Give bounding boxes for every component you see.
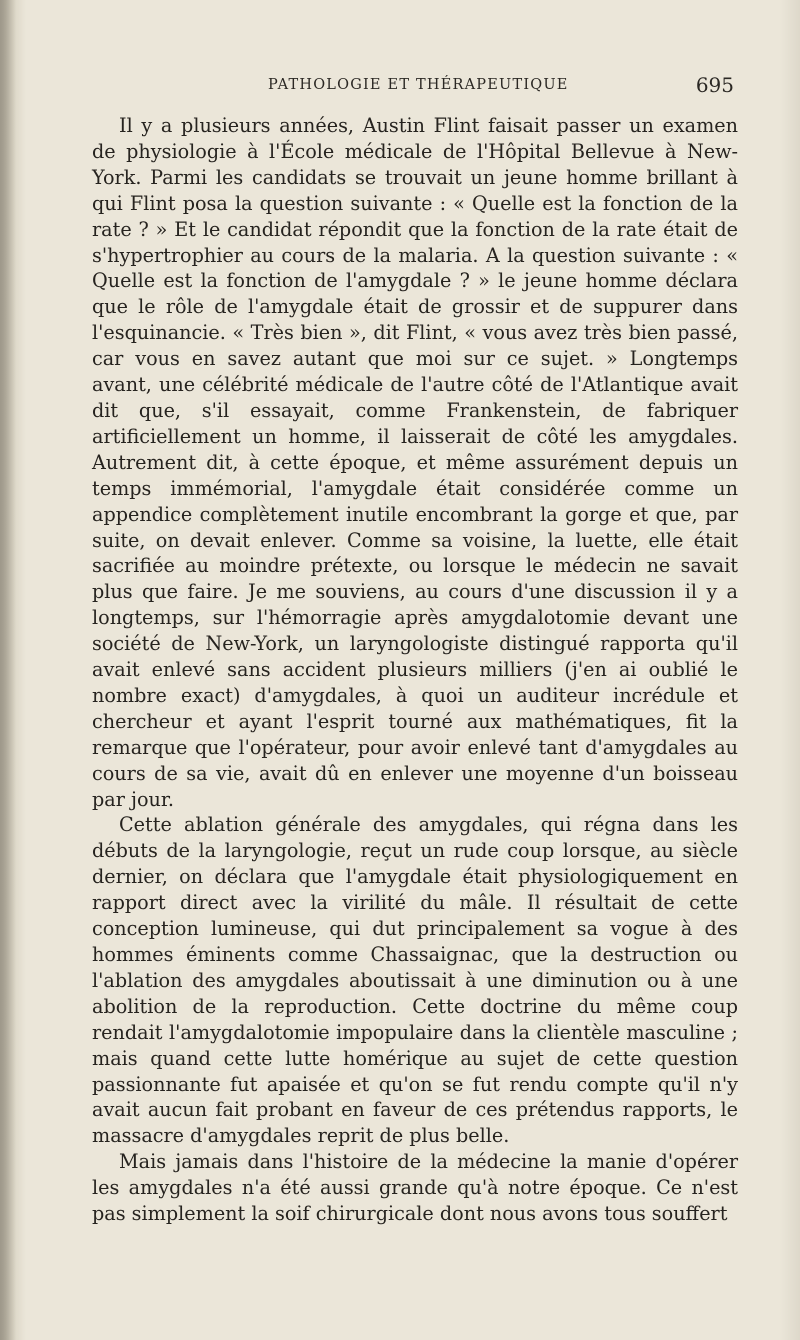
binding-shadow [0, 0, 16, 1340]
body-text [92, 113, 738, 1227]
paragraph-3: Mais jamais dans l'histoire de la médecine la manie d'opérer les amygdales n'a été aussi grande qu'à notre époque. Ce n'est pas simplement la soif chirurgicale dont nous avons tous souffert [92, 1150, 738, 1226]
paragraph-2: Cette ablation générale des amygdales, qui régna dans les débuts de la laryngologie, reçut un rude coup lorsque, au siècle dernier, on déclara que l'amygdale était physiologiquement en rapport direct avec la virilité du mâle. Il résultait de cette conception lumineuse, qui dut principalement sa vogue à des hommes éminents comme Chassaignac, que la destruction ou l'ablation des amygdales aboutissait à une diminution ou à une abolition de la reproduction. Cette doctrine du même coup rendait l'amygdalotomie impopulaire dans la clientèle masculine ; mais quand cette lutte homérique au sujet de cette question passionnante fut apaisée et qu'on se fut rendu compte qu'il n'y avait aucun fait probant en faveur de ces prétendus rapports, le massacre d'amygdales reprit de plus belle. [92, 813, 738, 1148]
paragraph-1: Il y a plusieurs années, Austin Flint faisait passer un examen de physiologie à l'École médicale de l'Hôpital Bellevue à New-York. Parmi les candidats se trouvait un jeune homme brillant à qui Flint posa la question suivante : « Quelle est la fonction de la rate ? » Et le candidat répondit que la fonction de la rate était de s'hypertrophier au cours de la malaria. A la question suivante : « Quelle est la fonction de l'amygdale ? » le jeune homme déclara que le rôle de l'amygdale était de grossir et de suppurer dans l'esquinancie. « Très bien », dit Flint, « vous avez très bien passé, car vous en savez autant que moi sur ce sujet. » Longtemps avant, une célébrité médicale de l'autre côté de l'Atlantique avait dit que, s'il essayait, comme Frankenstein, de fabriquer artificiellement un homme, il laisserait de côté les amygdales. Autrement dit, à cette époque, et même assurément depuis un temps immémorial, l'amygdale était considérée comme un appendice complètement inutile encombrant la gorge et que, par suite, on devait enlever. Comme sa voisine, la luette, elle était sacrifiée au moindre prétexte, ou lorsque le médecin ne savait plus que faire. Je me souviens, au cours d'une discussion il y a longtemps, sur l'hémorragie après amygdalotomie devant une société de New-York, un laryngologiste distingué rapporta qu'il avait enlevé sans accident plusieurs milliers (j'en ai oublié le nombre exact) d'amygdales, à quoi un auditeur incrédule et chercheur et ayant l'esprit tourné aux mathématiques, fit la remarque que l'opérateur, pour avoir enlevé tant d'amygdales au cours de sa vie, avait dû en enlever une moyenne d'un boisseau par jour. [92, 114, 738, 811]
page-number: 695 [695, 73, 734, 97]
page-header [92, 73, 740, 101]
running-head: PATHOLOGIE ET THÉRAPEUTIQUE [268, 77, 569, 93]
